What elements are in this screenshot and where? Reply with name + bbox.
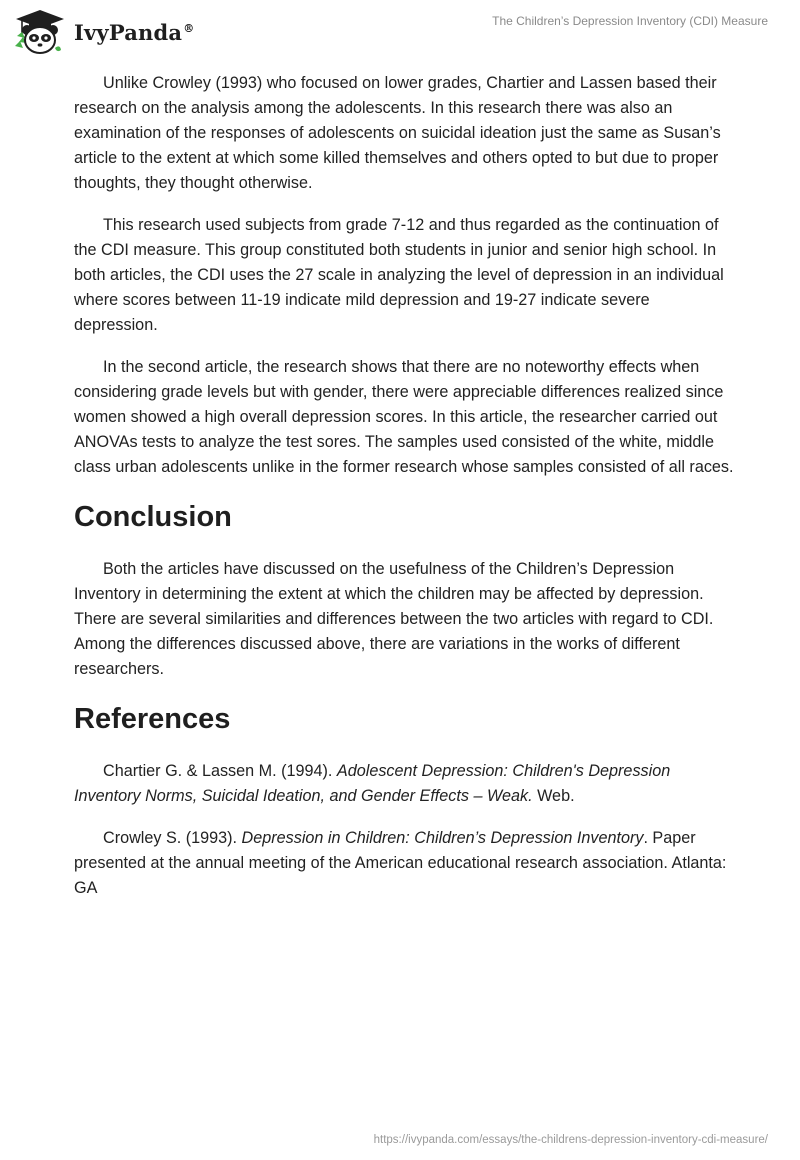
references-heading: References <box>74 703 231 735</box>
reference-2-authors: Crowley S. (1993). <box>103 829 242 847</box>
source-url[interactable]: https://ivypanda.com/essays/the-childrens-depression-inventory-cdi-measure/ <box>373 1134 768 1146</box>
page-header <box>0 0 800 64</box>
brand-name: IvyPanda® <box>74 19 195 45</box>
reference-2-tail: . Paper presented at the annual meeting of the American educational research association. Atlanta: GA <box>74 829 727 897</box>
reference-1-authors: Chartier G. & Lassen M. (1994). <box>103 762 337 780</box>
document-title: The Children’s Depression Inventory (CDI) Measure <box>492 14 768 28</box>
essay-content <box>74 71 734 918</box>
ivypanda-logo[interactable] <box>14 8 194 56</box>
panda-graduate-icon <box>14 8 66 56</box>
reference-entry-2 <box>74 826 734 901</box>
reference-entry-1 <box>74 759 734 809</box>
conclusion-paragraph: Both the articles have discussed on the usefulness of the Children’s Depression Inventory in determining the extent at which the children may be affected by depression. There are several similarities and differences between the two articles with regard to CDI. Among the differences discussed above, there are variations in the works of different researchers. <box>74 560 714 678</box>
conclusion-heading: Conclusion <box>74 501 232 533</box>
body-paragraph-3: In the second article, the research shows that there are no noteworthy effects when considering grade levels but with gender, there were appreciable differences realized since women showed a high overall depression scores. In this article, the researcher carried out ANOVAs tests to analyze the test sores. The samples used consisted of the white, middle class urban adolescents unlike in the former research whose samples consisted of all races. <box>74 358 734 476</box>
reference-2-title: Depression in Children: Children’s Depression Inventory <box>241 829 644 847</box>
reference-1-title: Adolescent Depression: Children's Depression Inventory Norms, Suicidal Ideation, and Gender Effects – Weak. <box>74 762 671 805</box>
reference-1-tail: Web. <box>532 787 575 805</box>
body-paragraph-2: This research used subjects from grade 7-12 and thus regarded as the continuation of the CDI measure. This group constituted both students in junior and senior high school. In both articles, the CDI uses the 27 scale in analyzing the level of depression in an individual where scores between 11-19 indicate mild depression and 19-27 indicate severe depression. <box>74 216 724 334</box>
body-paragraph-1: Unlike Crowley (1993) who focused on lower grades, Chartier and Lassen based their research on the analysis among the adolescents. In this research there was also an examination of the responses of adolescents on suicidal ideation just the same as Susan’s article to the extent at which some killed themselves and others opted to but due to proper thoughts, they thought otherwise. <box>74 74 721 192</box>
